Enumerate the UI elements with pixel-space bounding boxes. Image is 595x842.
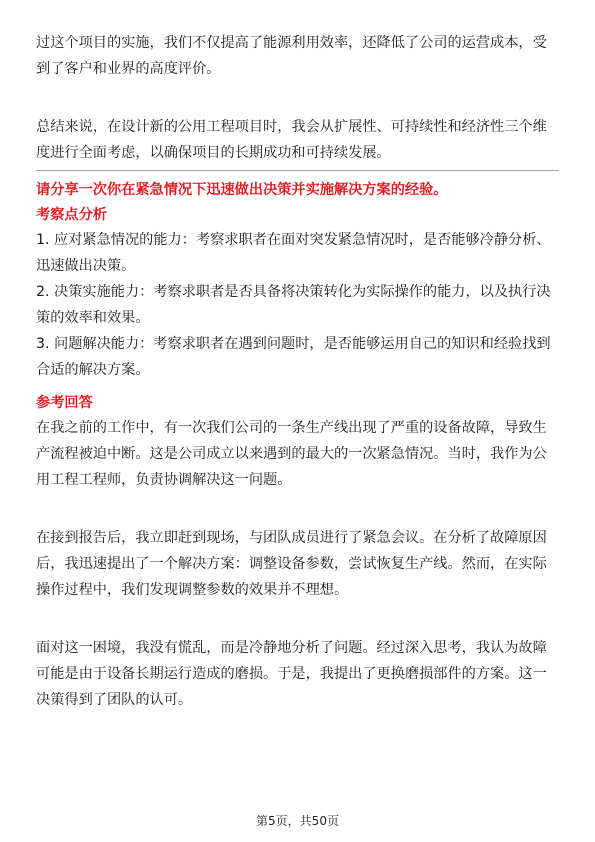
page-footer: 第5页，共50页 <box>256 814 339 828</box>
answer-paragraph-3: 面对这一困境，我没有慌乱，而是冷静地分析了问题。经过深入思考，我认为故障可能是由于设备长期运行造成的磨损。于是，我提出了更换磨损部件的方案。这一决策得到了团队的认可。 <box>36 640 547 708</box>
analysis-item-2: 2. 决策实施能力：考察求职者是否具备将决策转化为实际操作的能力，以及执行决策的效率和效果。 <box>36 284 551 326</box>
intro-paragraph-1: 过这个项目的实施，我们不仅提高了能源利用效率，还降低了公司的运营成本，受到了客户和业界的高度评价。 <box>36 35 547 77</box>
analysis-item-1: 1. 应对紧急情况的能力：考察求职者在面对突发紧急情况时，是否能够冷静分析、迅速做出决策。 <box>36 232 551 274</box>
analysis-heading: 考察点分析 <box>36 207 107 223</box>
analysis-item-3: 3. 问题解决能力：考察求职者在遇到问题时，是否能够运用自己的知识和经验找到合适的解决方案。 <box>36 336 551 378</box>
document-page <box>36 30 559 713</box>
answer-paragraph-2: 在接到报告后，我立即赶到现场，与团队成员进行了紧急会议。在分析了故障原因后，我迅速提出了一个解决方案：调整设备参数，尝试恢复生产线。然而，在实际操作过程中，我们发现调整参数的效果并不理想。 <box>36 530 547 598</box>
question-title: 请分享一次你在紧急情况下迅速做出决策并实施解决方案的经验。 <box>36 182 448 198</box>
intro-paragraph-2: 总结来说，在设计新的公用工程项目时，我会从扩展性、可持续性和经济性三个维度进行全面考虑，以确保项目的长期成功和可持续发展。 <box>36 119 547 161</box>
section-divider <box>36 170 559 171</box>
answer-paragraph-1: 在我之前的工作中，有一次我们公司的一条生产线出现了严重的设备故障，导致生产流程被迫中断。这是公司成立以来遇到的最大的一次紧急情况。当时，我作为公用工程工程师，负责协调解决这一问题。 <box>36 420 547 488</box>
answer-heading: 参考回答 <box>36 395 93 411</box>
